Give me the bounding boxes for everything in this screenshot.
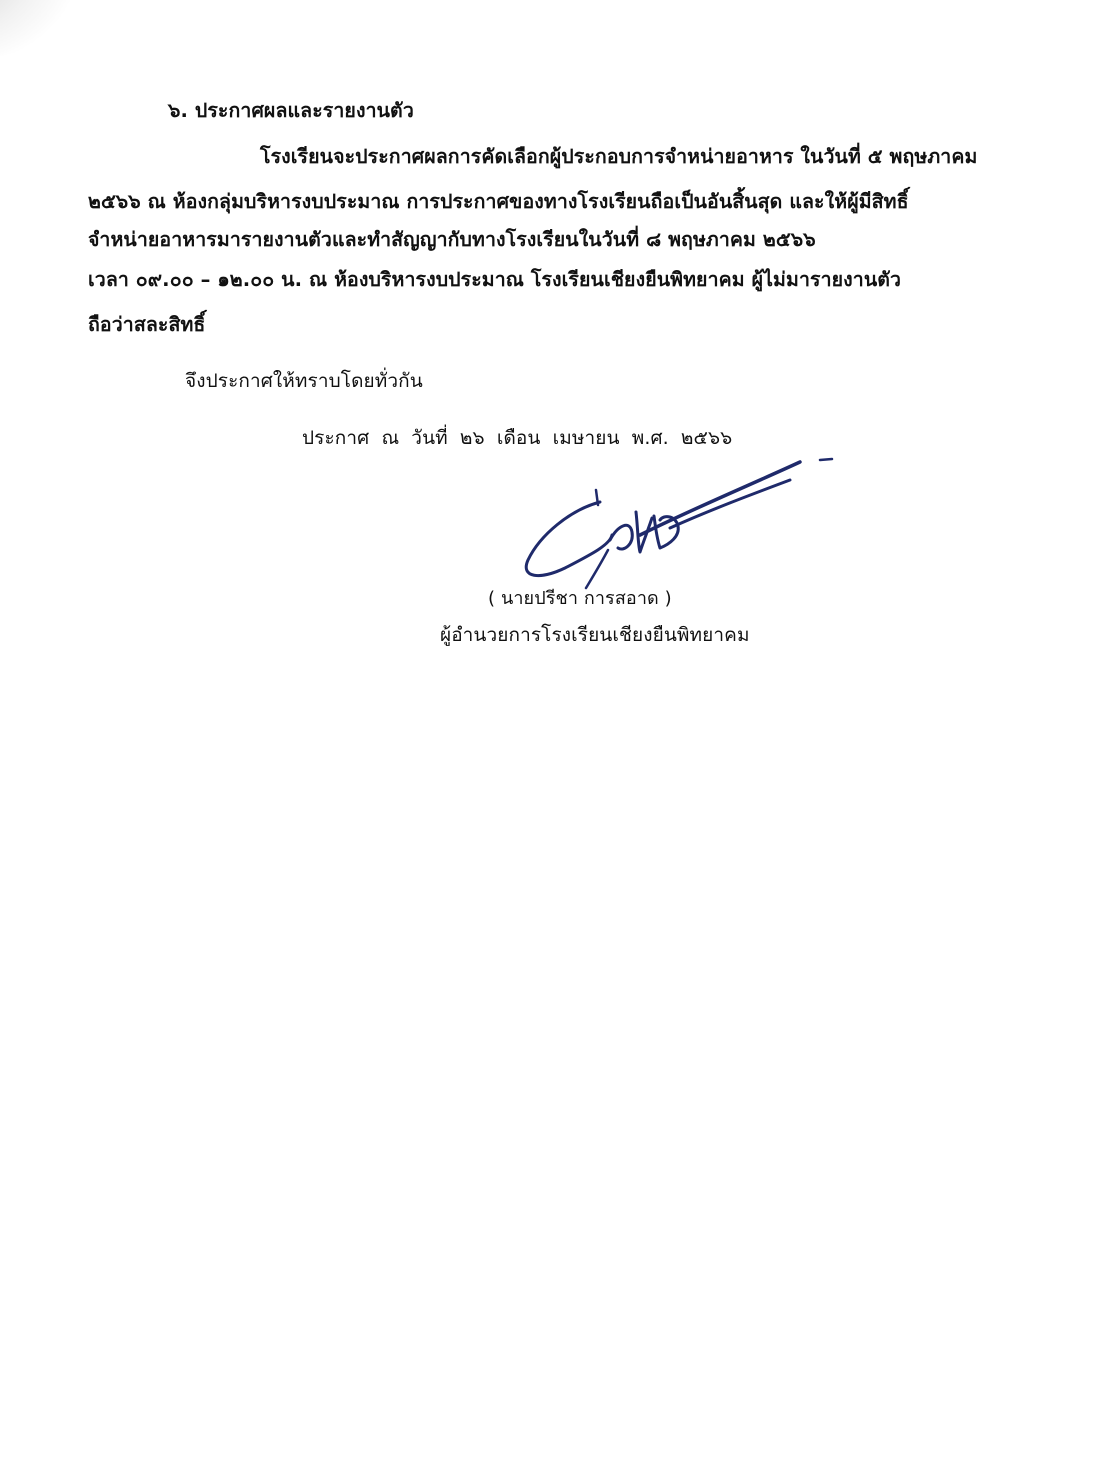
announcement-date: ประกาศ ณ วันที่ ๒๖ เดือน เมษายน พ.ศ. ๒๕๖๖ (302, 427, 733, 449)
closing-statement: จึงประกาศให้ทราบโดยทั่วกัน (185, 370, 423, 392)
body-line-5: ถือว่าสละสิทธิ์ (88, 313, 206, 336)
signatory-name: ( นายปรีชา การสอาด ) (488, 588, 672, 609)
page-corner-shadow (0, 0, 87, 61)
handwritten-signature (520, 440, 850, 590)
section-heading: ๖. ประกาศผลและรายงานตัว (168, 99, 414, 122)
signatory-title: ผู้อำนวยการโรงเรียนเชียงยืนพิทยาคม (440, 624, 750, 646)
body-line-3: จำหน่ายอาหารมารายงานตัวและทำสัญญากับทางโรงเรียนในวันที่ ๘ พฤษภาคม ๒๕๖๖ (88, 228, 816, 251)
body-line-2: ๒๕๖๖ ณ ห้องกลุ่มบริหารงบประมาณ การประกาศของทางโรงเรียนถือเป็นอันสิ้นสุด และให้ผู้มีสิทธิ์ (88, 190, 909, 213)
body-line-1: โรงเรียนจะประกาศผลการคัดเลือกผู้ประกอบการจำหน่ายอาหาร ในวันที่ ๕ พฤษภาคม (260, 145, 978, 168)
body-line-4: เวลา ๐๙.๐๐ – ๑๒.๐๐ น. ณ ห้องบริหารงบประมาณ โรงเรียนเชียงยืนพิทยาคม ผู้ไม่มารายงานตัว (88, 268, 902, 291)
